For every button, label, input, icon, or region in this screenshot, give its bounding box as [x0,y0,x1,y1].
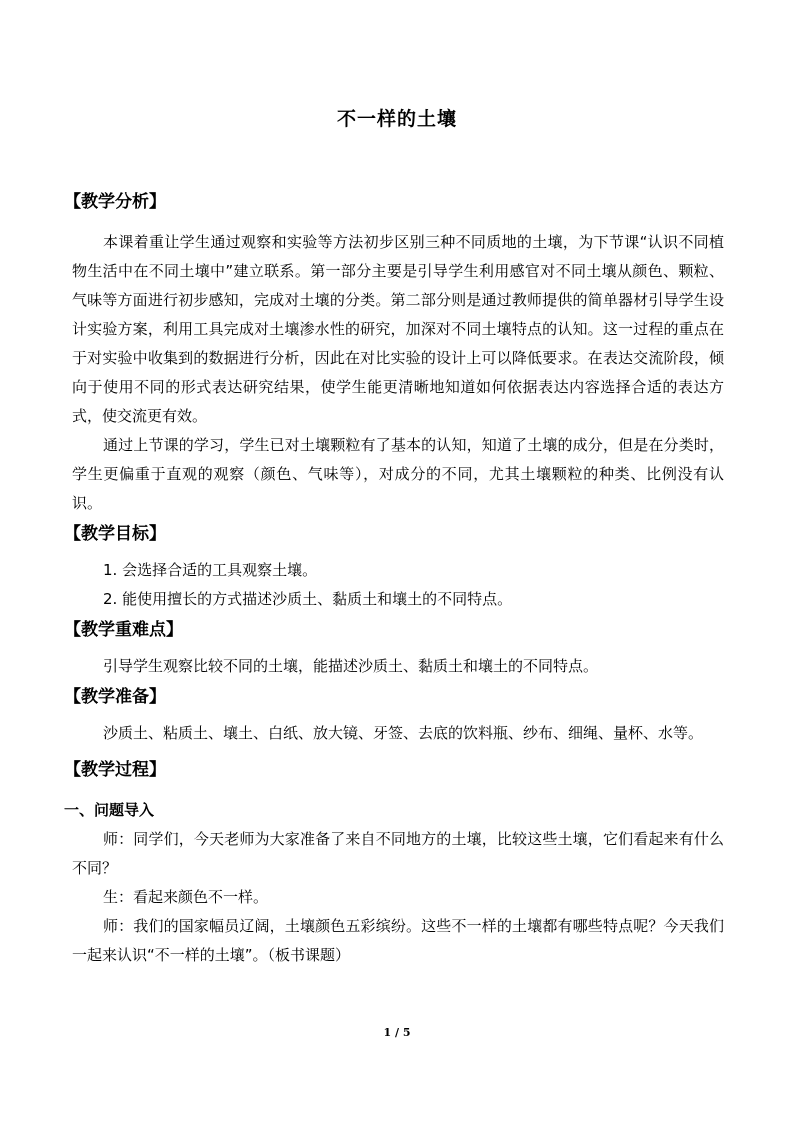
document-body [64,186,724,970]
document-title: 不一样的土壤 [336,108,457,130]
process-subheading: 一、问题导入 [64,801,155,819]
analysis-paragraph: 本课着重让学生通过观察和实验等方法初步区别三种不同质地的土壤，为下节课“认识不同植物生活中在不同土壤中”建立联系。第一部分主要是引导学生利用感官对不同土壤从颜色、颗粒、气味等方面进行初步感知，完成对土壤的分类。第二部分则是通过教师提供的简单器材引导学生设计实验方案，利用工具完成对土壤渗水性的研究，加深对不同土壤特点的认知。这一过程的重点在于对实验中收集到的数据进行分析，因此在对比实验的设计上可以降低要求。在表达交流阶段，倾向于使用不同的形式表达研究结果，使学生能更清晰地知道如何依据表达内容选择合适的表达方式，使交流更有效。 [72,233,724,425]
section-heading-process: 【教学过程】 [64,760,166,780]
analysis-paragraph: 通过上节课的学习，学生已对土壤颗粒有了基本的认知，知道了土壤的成分，但是在分类时，学生更偏重于直观的观察（颜色、气味等），对成分的不同，尤其土壤颗粒的种类、比例没有认识。 [72,436,724,512]
section-heading-goals: 【教学目标】 [64,524,166,544]
section-heading-preparation: 【教学准备】 [64,687,166,707]
section-heading-key-points: 【教学重难点】 [64,620,183,640]
preparation-paragraph: 沙质土、粘质土、壤土、白纸、放大镜、牙签、去底的饮料瓶、纱布、细绳、量杯、水等。 [103,724,704,742]
goal-item: 1. 会选择合适的工具观察土壤。 [103,561,318,579]
page-number: 1 / 5 [383,1026,411,1039]
goal-item: 2. 能使用擅长的方式描述沙质土、黏质土和壤土的不同特点。 [103,590,513,608]
dialogue-paragraph: 生：看起来颜色不一样。 [103,888,269,906]
section-heading-analysis: 【教学分析】 [64,192,166,212]
dialogue-paragraph: 师：我们的国家幅员辽阔，土壤颜色五彩缤纷。这些不一样的土壤都有哪些特点呢？今天我们一起来认识“不一样的土壤”。（板书课题） [72,917,724,964]
dialogue-paragraph: 师：同学们，今天老师为大家准备了来自不同地方的土壤，比较这些土壤，它们看起来有什么不同？ [72,830,724,877]
key-points-paragraph: 引导学生观察比较不同的土壤，能描述沙质土、黏质土和壤土的不同特点。 [103,657,599,675]
